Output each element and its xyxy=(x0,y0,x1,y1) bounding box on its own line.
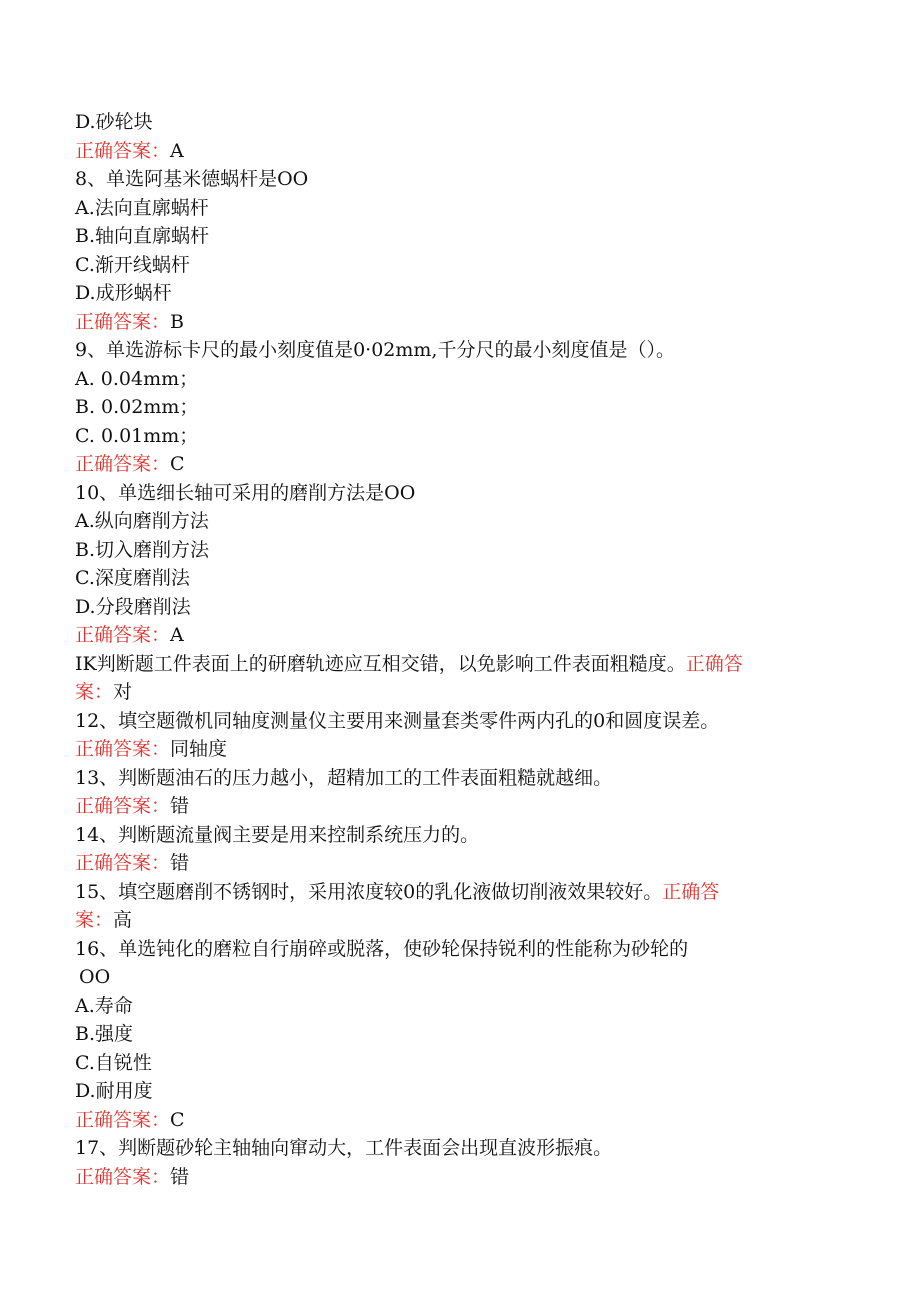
answer-label: 正确答案： xyxy=(75,453,171,475)
answer-line xyxy=(75,308,845,337)
answer-line xyxy=(75,849,845,878)
question-text: IK判断题工件表面上的研磨轨迹应互相交错，以免影响工件表面粗糙度。 xyxy=(75,652,686,675)
option-line: A.寿命 xyxy=(75,994,133,1017)
question-line: 12、填空题微机同轴度测量仪主要用来测量套类零件两内孔的0和圆度误差。 xyxy=(75,709,720,732)
option-line: C.深度磨削法 xyxy=(75,567,190,589)
option-line: A. 0.04mm； xyxy=(75,367,199,390)
question-list xyxy=(75,108,845,1191)
answer-value: C xyxy=(170,453,185,475)
question-line: 16、单选钝化的磨粒自行崩碎或脱落，使砂轮保持锐利的性能称为砂轮的 xyxy=(75,937,689,960)
answer-label: 正确答案： xyxy=(75,852,171,874)
option-line: C. 0.01mm； xyxy=(75,424,199,447)
option-line: B.轴向直廓蜗杆 xyxy=(75,225,210,247)
answer-value: 错 xyxy=(170,852,190,874)
option-line: D.分段磨削法 xyxy=(75,595,191,618)
answer-label: 正确答 xyxy=(662,880,720,903)
answer-label-cont: 案： xyxy=(75,909,114,931)
answer-label-cont: 案： xyxy=(75,681,114,703)
option-line: B.强度 xyxy=(75,1023,134,1045)
question-line: OO xyxy=(79,966,111,988)
option-line: C.自锐性 xyxy=(75,1051,152,1074)
answer-label: 正确答案： xyxy=(75,624,171,646)
answer-label: 正确答案： xyxy=(75,1165,171,1188)
question-line: 17、判断题砂轮主轴轴向窜动大，工件表面会出现直波形振痕。 xyxy=(75,1137,613,1159)
answer-value: 错 xyxy=(170,1165,190,1188)
answer-value: 错 xyxy=(170,795,190,817)
answer-line xyxy=(75,137,845,166)
answer-label: 正确答案： xyxy=(75,139,171,162)
option-line: D.耐用度 xyxy=(75,1080,153,1102)
answer-label: 正确答案： xyxy=(75,795,171,817)
question-with-answer xyxy=(75,650,845,679)
option-line: B.切入磨削方法 xyxy=(75,538,210,561)
answer-line xyxy=(75,792,845,821)
answer-line xyxy=(75,621,845,650)
option-line: C.渐开线蜗杆 xyxy=(75,253,190,276)
answer-value: C xyxy=(170,1108,185,1131)
answer-value: B xyxy=(170,310,184,333)
answer-line xyxy=(75,906,845,935)
question-line: 8、单选阿基米德蜗杆是OO xyxy=(75,168,309,190)
question-line: 10、单选细长轴可采用的磨削方法是OO xyxy=(75,481,416,504)
answer-value: A xyxy=(170,139,184,162)
option-line: D.砂轮块 xyxy=(75,111,153,133)
answer-label: 正确答 xyxy=(685,652,743,675)
option-line: A.纵向磨削方法 xyxy=(75,510,209,532)
question-line: 9、单选游标卡尺的最小刻度值是0·02mm,千分尺的最小刻度值是（）。 xyxy=(75,339,675,361)
answer-line xyxy=(75,678,845,707)
option-line: D.成形蜗杆 xyxy=(75,282,172,304)
answer-label: 正确答案： xyxy=(75,1108,171,1131)
answer-line xyxy=(75,1163,845,1192)
option-line: A.法向直廓蜗杆 xyxy=(75,196,209,219)
question-with-answer xyxy=(75,878,845,907)
question-line: 14、判断题流量阀主要是用来控制系统压力的。 xyxy=(75,823,480,846)
answer-value: A xyxy=(170,624,184,646)
answer-value: 高 xyxy=(113,909,133,931)
answer-value: 同轴度 xyxy=(170,738,228,760)
answer-value: 对 xyxy=(113,681,133,703)
question-line: 13、判断题油石的压力越小，超精加工的工件表面粗糙就越细。 xyxy=(75,766,613,789)
answer-line xyxy=(75,450,845,479)
answer-line xyxy=(75,735,845,764)
option-line: B. 0.02mm； xyxy=(75,396,199,418)
question-text: 15、填空题磨削不锈钢时，采用浓度较0的乳化液做切削液效果较好。 xyxy=(75,880,663,903)
answer-label: 正确答案： xyxy=(75,310,171,333)
answer-line xyxy=(75,1106,845,1135)
answer-label: 正确答案： xyxy=(75,738,171,760)
